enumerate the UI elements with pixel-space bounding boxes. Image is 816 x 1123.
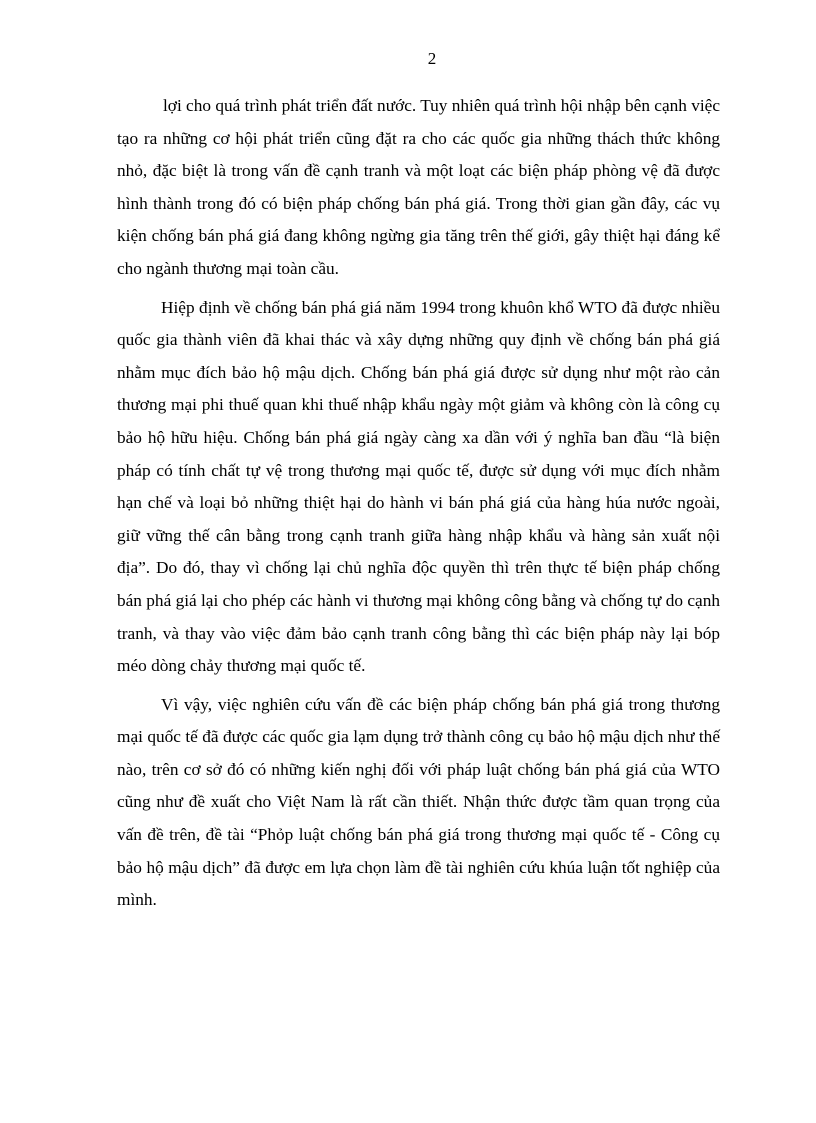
page-number: 2	[427, 49, 437, 68]
document-body	[117, 90, 720, 917]
paragraph-continuation: lợi cho quá trình phát triển đất nước. Tuy nhiên quá trình hội nhập bên cạnh việc tạo ra những cơ hội phát triển cũng đặt ra cho các quốc gia những thách thức không nhỏ, đặc biệt là trong vấn đề cạnh tranh và một loạt các biện pháp phòng vệ đã được hình thành trong đó có biện pháp chống bán phá giá. Trong thời gian gần đây, các vụ kiện chống bán phá giá đang không ngừng gia tăng trên thế giới, gây thiệt hại đáng kể cho ngành thương mại toàn cầu.	[117, 96, 721, 278]
paragraph-research-rationale: Vì vậy, việc nghiên cứu vấn đề các biện pháp chống bán phá giá trong thương mại quốc tế đã được các quốc gia lạm dụng trở thành công cụ bảo hộ mậu dịch như thế nào, trên cơ sở đó có những kiến nghị đối với pháp luật chống bán phá giá của WTO cũng như đề xuất cho Việt Nam là rất cần thiết. Nhận thức được tầm quan trọng của vấn đề trên, đề tài “Phỏp luật chống bán phá giá trong thương mại quốc tế - Công cụ bảo hộ mậu dịch” đã được em lựa chọn làm đề tài nghiên cứu khúa luận tốt nghiệp của mình.	[117, 694, 720, 910]
paragraph-antidumping-agreement: Hiệp định về chống bán phá giá năm 1994 trong khuôn khổ WTO đã được nhiều quốc gia thành viên đã khai thác và xây dựng những quy định về chống bán phá giá nhằm mục đích bảo hộ mậu dịch. Chống bán phá giá được sử dụng như một rào cản thương mại phi thuế quan khi thuế nhập khẩu ngày một giảm và không còn là công cụ bảo hộ hữu hiệu. Chống bán phá giá ngày càng xa dần với ý nghĩa ban đầu “là biện pháp có tính chất tự vệ trong thương mại quốc tế, được sử dụng với mục đích nhằm hạn chế và loại bỏ những thiệt hại do hành vi bán phá giá của hàng húa nước ngoài, giữ vững thế cân bằng trong cạnh tranh giữa hàng nhập khẩu và hàng sản xuất nội địa”. Do đó, thay vì chống lại chủ nghĩa độc quyền thì trên thực tế biện pháp chống bán phá giá lại cho phép các hành vi thương mại không công bằng và chống tự do cạnh tranh, và thay vào việc đảm bảo cạnh tranh công bằng thì các biện pháp này lại bóp méo dòng chảy thương mại quốc tế.	[117, 297, 720, 676]
